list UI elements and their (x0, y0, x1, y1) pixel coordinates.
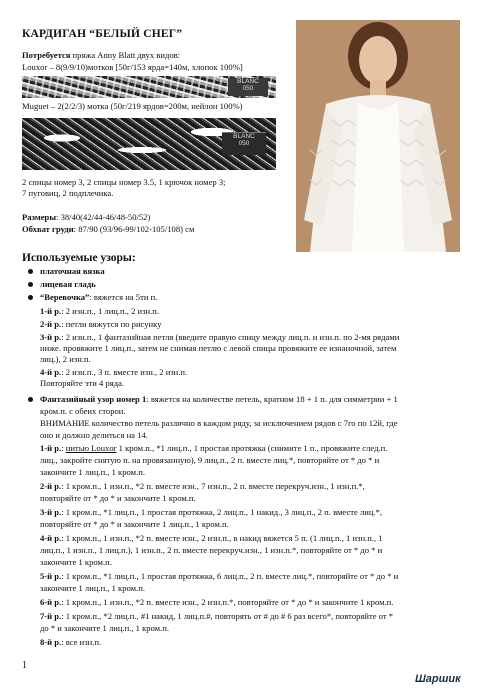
pattern-desc: : вяжется на количестве петель, кратном 18 + 1 п. для симметрии + 1 (146, 394, 398, 404)
pattern-name: Фантазийный узор номер 1 (40, 394, 147, 404)
row-text: Повторяйте эти 4 ряда. (40, 378, 125, 388)
row-label: 3-й р. (40, 507, 62, 517)
row-text: : петли вяжутся по рисунку (61, 319, 162, 329)
row-text: : нитью Louxor 1 кром.п., *1 лиц.п., 1 простая протяжка (снимите 1 п., провяжите след.п. (61, 443, 388, 453)
bullet-icon (28, 282, 33, 287)
fantasy-row (40, 597, 393, 608)
row-label: 7-й р. (40, 611, 62, 621)
fantasy-row (40, 637, 101, 648)
row-label: 4-й р. (40, 367, 62, 377)
fantasy-row (40, 533, 383, 544)
fantasy-row (40, 481, 365, 492)
row-label: 6-й р. (40, 597, 62, 607)
fantasy-row (40, 507, 382, 518)
rope-row (40, 367, 187, 378)
fantasy-row-cont: лиц.п., 1 изн.п., 1 лиц.п.), 1 изн.п., 2 п. вместе перекруч.изн., 1 изн.п.*, повторяйте от * до * и (40, 545, 383, 555)
row-text: : 1 кром.п., *2 лиц.п., #1 накид, 1 лиц.п.#, повторять от # до # 6 раз всего*, повторяйте от * (61, 611, 394, 621)
yarn-label-tag (228, 78, 268, 96)
model-photo (296, 20, 460, 252)
row-text: : 2 изн.п., 1 лиц.п., 2 изн.п. (61, 306, 160, 316)
page-title: КАРДИГАН “БЕЛЫЙ СНЕГ” (22, 28, 183, 40)
sizes-line (22, 212, 150, 223)
yarn-label-tag-2 (222, 132, 266, 155)
row-label: 2-й р. (40, 481, 62, 491)
sizes-label: Размеры (22, 212, 57, 222)
rope-row (40, 319, 162, 330)
yarn-muguet-line: Muguet – 2(2/2/3) мотка (50г/219 ярдов=200м, нейлон 100%) (22, 101, 243, 111)
pattern-bullet-rope (40, 292, 157, 303)
row-text: : 1 кром.п., 1 изн.п., *2 п. вместе изн., 2 изн.п.*, повторяйте от * до * и закончите 1 кром.п. (61, 597, 394, 607)
pattern-desc: : вяжется на 5ти п. (89, 292, 158, 302)
pattern-name: “Веревочка” (40, 292, 90, 302)
model-illustration (296, 20, 460, 252)
row-text: : 1 кром.п., *1 лиц.п., 1 простая протяжка, 6 лиц.п., 2 п. вместе лиц.*, повторяйте от * до * и (61, 571, 399, 581)
row-label: 2-й р. (40, 319, 62, 329)
sizes-value: : 38/40(42/44-46/48-50/52) (56, 212, 151, 222)
fantasy-note: кром.п. с обеих сторон. (40, 406, 126, 416)
row-text: : 2 изн.п., 1 фантазийная петля (введите правую спицу между лиц.п. и изн.п. по 2-мя рядами (61, 332, 400, 342)
bust-line (22, 224, 194, 235)
pattern-name: платочная вязка (40, 266, 105, 276)
row-label: 4-й р. (40, 533, 62, 543)
bullet-icon (28, 295, 33, 300)
bullet-icon (28, 269, 33, 274)
row-label: 3-й р. (40, 332, 62, 342)
bust-label: Обхват груди (22, 224, 74, 234)
row-text: : все изн.п. (61, 637, 102, 647)
row-label: 8-й р. (40, 637, 62, 647)
rope-row (40, 306, 159, 317)
yarn-label-text: BLANC 050 (237, 78, 259, 92)
pattern-bullet-garter (40, 266, 105, 277)
fantasy-row-cont: до * и закончите 1 лиц.п., 1 кром.п. (40, 623, 170, 633)
row-text: ниже. провяжите 1 лиц.п., затем не снимая петлю с левой спицы провяжите ее изнаночной, затем (40, 343, 397, 353)
fantasy-row-cont: закончите 1 лиц.п., 1 кром.п. (40, 467, 145, 477)
row-label: 5-й р. (40, 571, 62, 581)
yarn-label-text-2: BLANC 050 (233, 133, 255, 147)
materials-intro-text: пряжа Anny Blatt двух видов: (70, 50, 181, 60)
rope-repeat-note (40, 378, 124, 389)
author-signature: Шаршик (415, 673, 461, 685)
fantasy-row-cont: повторяйте от * до * и закончите 1 кром.п. (40, 493, 196, 503)
fantasy-row-cont: повторяйте от * до * и закончите 1 лиц.п., 1 кром.п. (40, 519, 229, 529)
fantasy-row-cont: закончите 1 кром.п. (40, 557, 112, 567)
row-text: : 1 кром.п., 1 изн.п., *2 п. вместе изн., 7 изн.п., 2 п. вместе перекруч.изн., 1 изн.п.*, (61, 481, 365, 491)
yarn-louxor-image (22, 76, 276, 98)
materials-intro (22, 50, 180, 61)
row-text: : 2 изн.п., 3 п. вместе изн., 2 изн.п. (61, 367, 188, 377)
row-label: 1-й р. (40, 443, 62, 453)
tools-line-1: 2 спицы номер 3, 2 спицы номер 3.5, 1 крючок номер 3; (22, 177, 226, 187)
rope-row (40, 332, 399, 343)
row-text: : 1 кром.п., 1 изн.п., *2 п. вместе изн., 2 изн.п., в накид вяжется 5 п. (1 лиц.п., 1 изн.п., 1 (61, 533, 383, 543)
row-label: 1-й р. (40, 306, 62, 316)
tools-line-2: 7 пуговиц, 2 подплечика. (22, 188, 114, 198)
bust-value: : 87/90 (93/96-99/102-105/108) см (73, 224, 195, 234)
pattern-name: лицевая гладь (40, 279, 96, 289)
patterns-heading: Используемые узоры: (22, 252, 136, 264)
pattern-bullet-stockinette (40, 279, 96, 290)
fantasy-row (40, 571, 398, 582)
fantasy-note: ВНИМАНИЕ количество петель различно в каждом ряду, за исключением рядов с 7го по 12й, где (40, 418, 398, 428)
page-number: 1 (22, 660, 27, 671)
rope-row-cont (40, 354, 91, 365)
row-text: лиц.), 2 изн.п. (40, 354, 91, 364)
fantasy-row-cont: закончите 1 лиц.п., 1 кром.п. (40, 583, 145, 593)
yarn-muguet-image (22, 118, 276, 170)
row-text: : 1 кром.п., *1 лиц.п., 1 простая протяжка, 2 лиц.п., 1 накид., 3 лиц.п., 2 п. вместе лиц.*, (61, 507, 383, 517)
yarn-louxor-line: Louxor – 8(9/9/10)мотков [50г/153 ярда=140м, хлопок 100%] (22, 62, 243, 72)
fantasy-note: оно и должно делиться на 14. (40, 430, 148, 440)
materials-intro-label: Потребуется (22, 50, 71, 60)
pattern-bullet-fantasy (40, 394, 398, 405)
bullet-icon (28, 397, 33, 402)
rope-row-cont (40, 343, 396, 354)
fantasy-row (40, 443, 387, 454)
fantasy-row-cont: лиц., закройте снятую п. на провязанную), 9 лиц.п., 2 п. вместе лиц.*, повторяйте от * до * и (40, 455, 380, 465)
fantasy-row (40, 611, 393, 622)
